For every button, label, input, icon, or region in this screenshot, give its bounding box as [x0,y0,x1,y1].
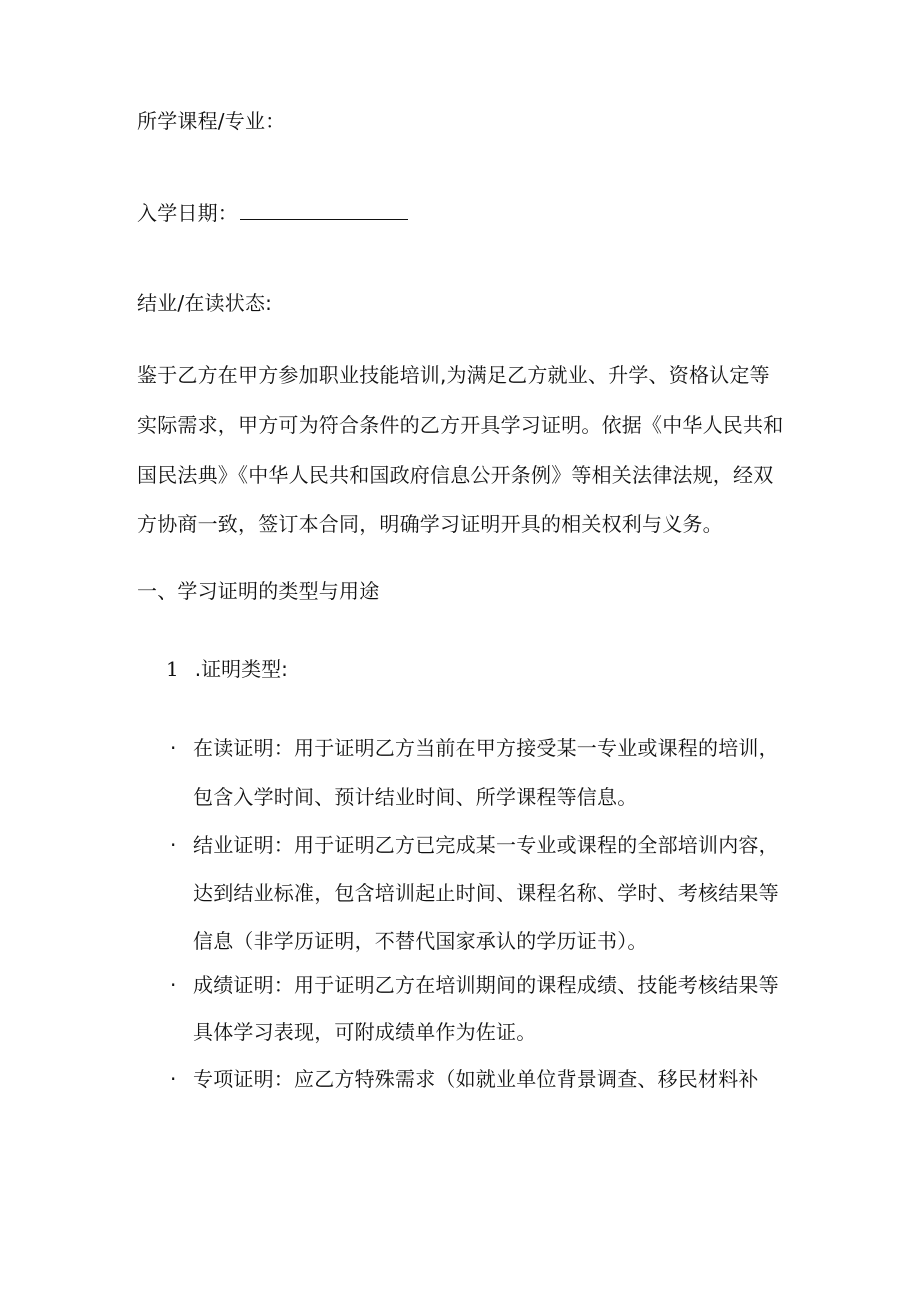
intro-line-1: 鉴于乙方在甲方参加职业技能培训,为满足乙方就业、升学、资格认定等 [137,363,770,387]
item-2-line-2: 达到结业标准，包含培训起止时间、课程名称、学时、考核结果等 [193,881,779,905]
item-1-line-1: 在读证明：用于证明乙方当前在甲方接受某一专业或课程的培训， [193,736,779,760]
section-heading: 一、学习证明的类型与用途 [137,579,380,603]
sub-heading-cert-types [166,656,288,682]
intro-line-3: 国民法典》《中华人民共和国政府信息公开条例》等相关法律法规，经双 [137,463,774,487]
course-field-label: 所学课程/专业： [137,109,286,133]
item-2-line-3: 信息（非学历证明，不替代国家承认的学历证书）。 [193,929,648,953]
bullet-3: · [170,973,177,997]
sub-heading-number: 1 [166,657,179,681]
item-2-line-1: 结业证明：用于证明乙方已完成某一专业或课程的全部培训内容， [193,833,779,857]
item-3-line-2: 具体学习表现，可附成绩单作为佐证。 [193,1020,537,1044]
bullet-2: · [170,833,177,857]
bullet-1: · [170,736,177,760]
intro-line-4: 方协商一致，签订本合同，明确学习证明开具的相关权利与义务。 [137,512,723,536]
item-4-line-1: 专项证明：应乙方特殊需求（如就业单位背景调查、移民材料补 [193,1067,759,1091]
item-3-line-1: 成绩证明：用于证明乙方在培训期间的课程成绩、技能考核结果等 [193,973,779,997]
enroll-date-blank [240,199,408,220]
item-1-line-2: 包含入学时间、预计结业时间、所学课程等信息。 [193,785,638,809]
intro-line-2: 实际需求，甲方可为符合条件的乙方开具学习证明。依据《中华人民共和 [137,413,784,437]
enroll-date-field [137,199,408,226]
enroll-date-label: 入学日期： [137,201,238,225]
sub-heading-text: .证明类型: [194,657,288,681]
status-field-label: 结业/在读状态: [137,291,273,315]
bullet-4: · [170,1067,177,1091]
